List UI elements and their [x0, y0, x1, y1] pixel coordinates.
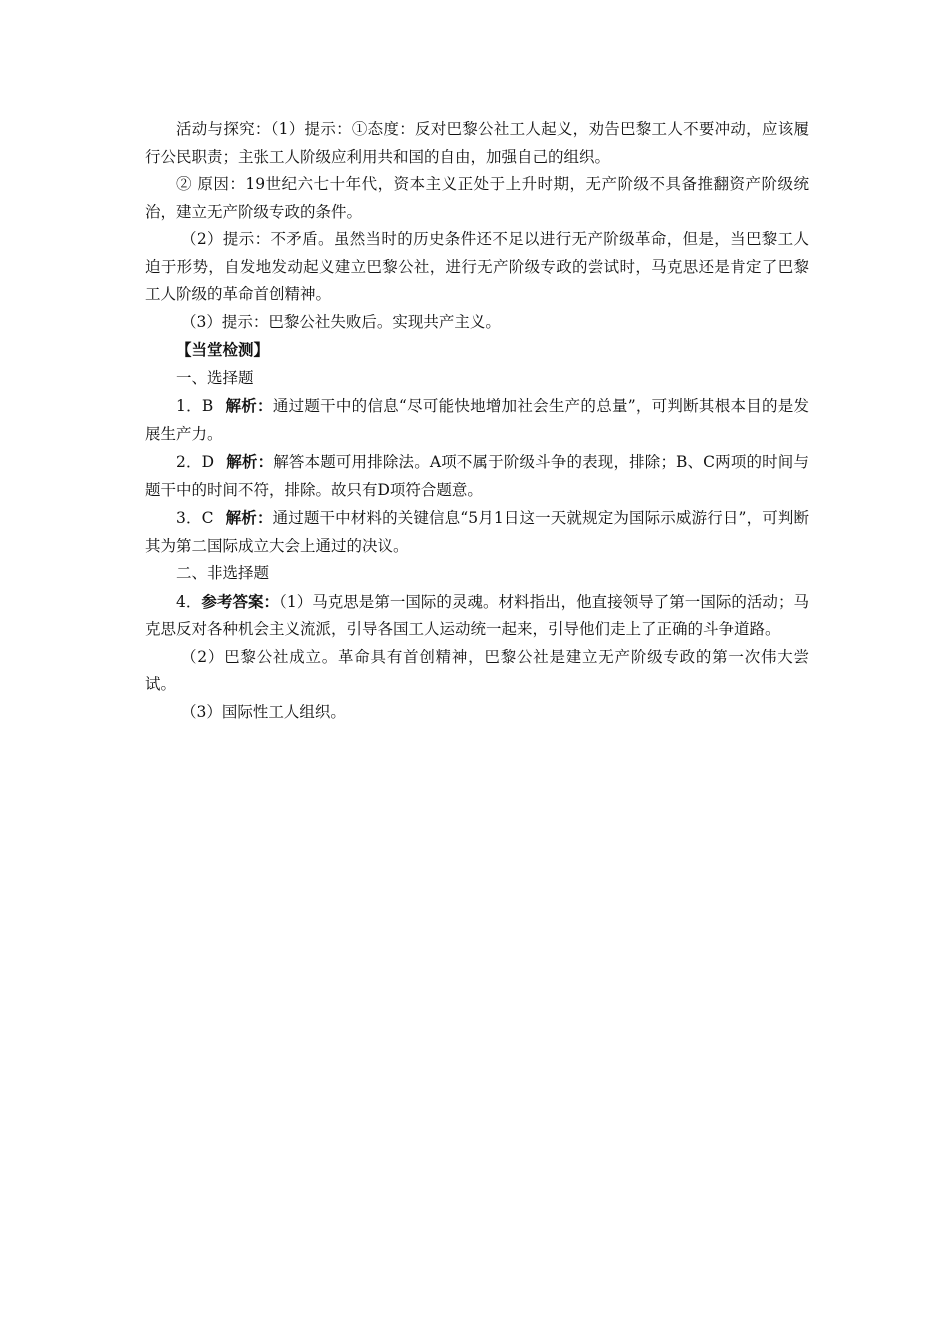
answer-1-text: 通过题干中的信息“尽可能快地增加社会生产的总量”，可判断其根本目的是发展生产力。	[145, 397, 809, 443]
document-page	[145, 116, 809, 726]
section-title	[145, 336, 809, 365]
answer-3	[145, 504, 809, 560]
activity-paragraph-2: ② 原因：19世纪六七十年代，资本主义正处于上升时期，无产阶级不具备推翻资产阶级统治，建立无产阶级专政的条件。	[145, 175, 809, 221]
answer-2-number: 2．D	[176, 453, 215, 471]
answer-3-label: 解析：	[225, 508, 273, 527]
answer-2-text: 解答本题可用排除法。A项不属于阶级斗争的表现，排除；B、C两项的时间与题干中的时间不符，排除。故只有D项符合题意。	[145, 453, 809, 499]
section-heading-choice: 一、选择题	[176, 368, 254, 387]
activity-paragraph-1: 活动与探究：（1）提示：①态度：反对巴黎公社工人起义，劝告巴黎工人不要冲动，应该履行公民职责；主张工人阶级应利用共和国的自由，加强自己的组织。	[145, 120, 809, 166]
answer-4-label: 参考答案：	[201, 591, 280, 611]
answer-3-number: 3．C	[176, 509, 214, 527]
activity-paragraph-4: （3）提示：巴黎公社失败后。实现共产主义。	[181, 312, 501, 331]
answer-4-part-2: （2）巴黎公社成立。革命具有首创精神，巴黎公社是建立无产阶级专政的第一次伟大尝试。	[145, 647, 809, 693]
answer-4-part-3: （3）国际性工人组织。	[181, 702, 346, 721]
answer-2	[145, 448, 809, 504]
answer-4	[145, 588, 809, 644]
check-title: 【当堂检测】	[176, 340, 270, 359]
answer-4-number: 4．	[176, 592, 202, 611]
answer-2-label: 解析：	[226, 452, 274, 471]
answer-1-label: 解析：	[225, 396, 273, 415]
answer-1-number: 1．B	[176, 397, 214, 415]
answer-1	[145, 392, 809, 448]
answer-4-text: （1）马克思是第一国际的灵魂。材料指出，他直接领导了第一国际的活动；马克思反对各种机会主义流派，引导各国工人运动统一起来，引导他们走上了正确的斗争道路。	[145, 592, 809, 638]
answer-3-text: 通过题干中材料的关键信息“5月1日这一天就规定为国际示威游行日”，可判断其为第二国际成立大会上通过的决议。	[145, 509, 809, 555]
section-heading-nonchoice: 二、非选择题	[176, 564, 270, 582]
activity-paragraph-3: （2）提示：不矛盾。虽然当时的历史条件还不足以进行无产阶级革命，但是，当巴黎工人迫于形势，自发地发动起义建立巴黎公社，进行无产阶级专政的尝试时，马克思还是肯定了巴黎工人阶级的革命首创精神。	[145, 230, 809, 303]
